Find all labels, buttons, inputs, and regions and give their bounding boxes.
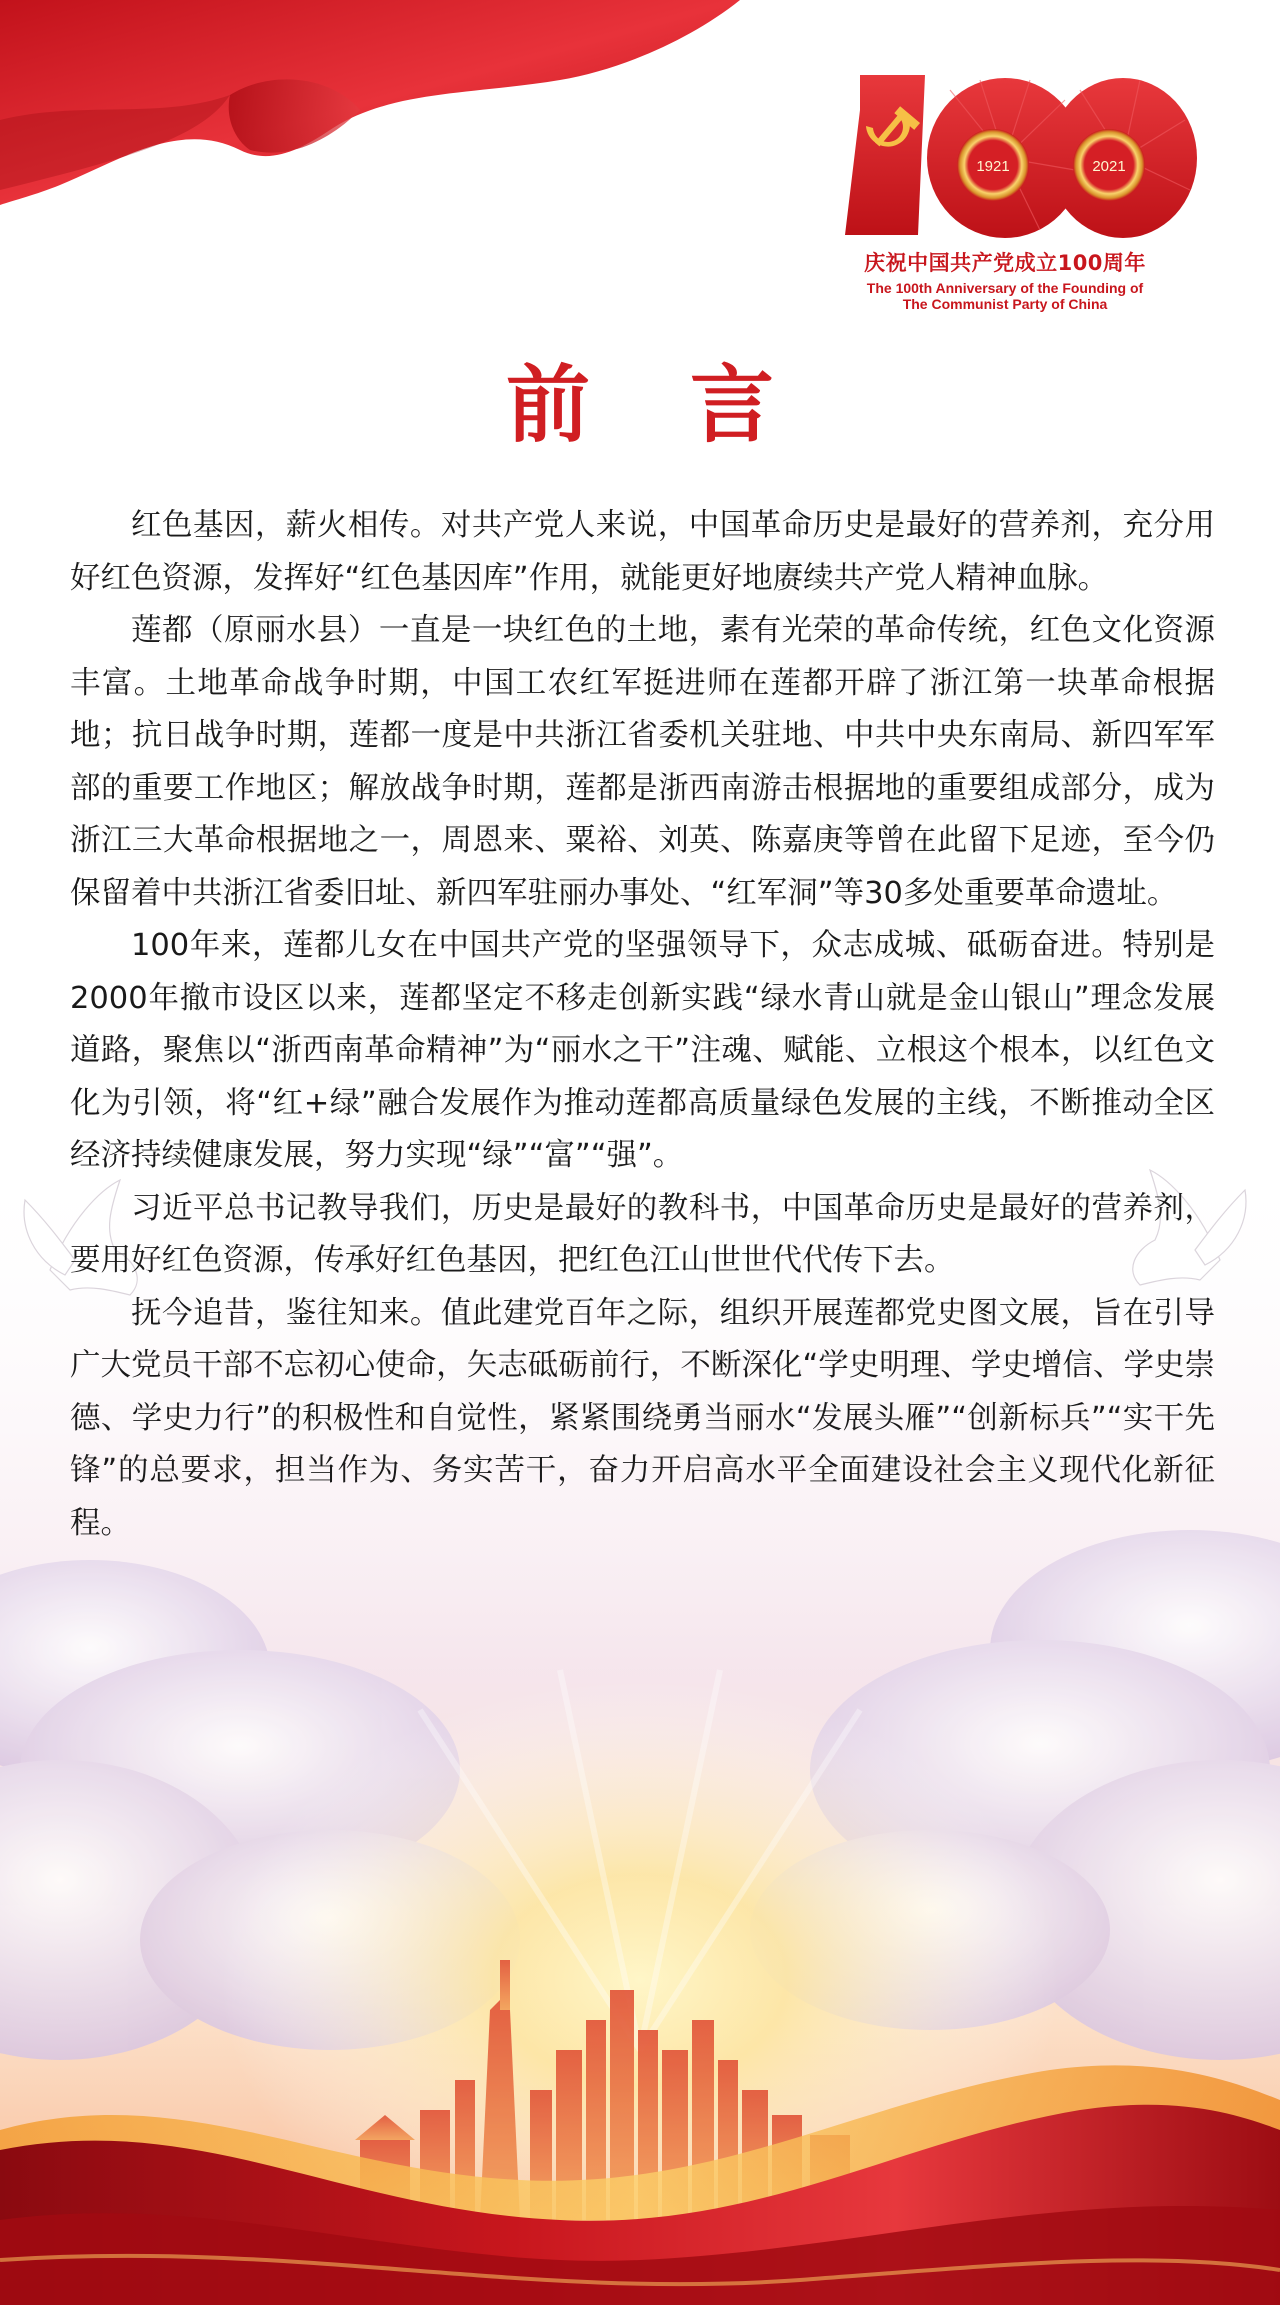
paragraph: 100年来，莲都儿女在中国共产党的坚强领导下，众志成城、砥砺奋进。特别是2000年撤市设区以来，莲都坚定不移走创新实践“绿水青山就是金山银山”理念发展道路，聚焦以“浙西南革命精神”为“丽水之干”注魂、赋能、立根这个根本，以红色文化为引领，将“红+绿”融合发展作为推动莲都高质量绿色发展的主线，不断推动全区经济持续健康发展，努力实现“绿”“富”“强”。: [70, 928, 1215, 1173]
year-end: 2021: [1092, 158, 1126, 175]
paragraph: 莲都（原丽水县）一直是一块红色的土地，素有光荣的革命传统，红色文化资源丰富。土地革命战争时期，中国工农红军挺进师在莲都开辟了浙江第一块革命根据地；抗日战争时期，莲都一度是中共浙江省委机关驻地、中共中央东南局、新四军军部的重要工作地区；解放战争时期，莲都是浙西南游击根据地的重要组成部分，成为浙江三大革命根据地之一，周恩来、粟裕、刘英、陈嘉庚等曾在此留下足迹，至今仍保留着中共浙江省委旧址、新四军驻丽办事处、“红军洞”等30多处重要革命遗址。: [70, 613, 1215, 911]
page-title: 前言: [505, 355, 874, 454]
paragraph: 红色基因，薪火相传。对共产党人来说，中国革命历史是最好的营养剂，充分用好红色资源，发挥好“红色基因库”作用，就能更好地赓续共产党人精神血脉。: [70, 508, 1215, 596]
red-ribbon-decoration: [0, 0, 760, 210]
preface-body: [70, 500, 1215, 1550]
paragraph: 抚今追昔，鉴往知来。值此建党百年之际，组织开展莲都党史图文展，旨在引导广大党员干部不忘初心使命，矢志砥砺前行，不断深化“学史明理、学史增信、学史崇德、学史力行”的积极性和自觉性，紧紧围绕勇当丽水“发展头雁”“创新标兵”“实干先锋”的总要求，担当作为、务实苦干，奋力开启高水平全面建设社会主义现代化新征程。: [70, 1295, 1215, 1541]
paragraph: 习近平总书记教导我们，历史是最好的教科书，中国革命历史是最好的营养剂，要用好红色资源，传承好红色基因，把红色江山世世代代传下去。: [70, 1190, 1215, 1278]
logo-caption-cn: 庆祝中国共产党成立100周年: [864, 251, 1146, 275]
hammer-sickle-emblem-icon: [840, 70, 1200, 260]
logo-caption-en-line2: The Communist Party of China: [902, 296, 1108, 312]
anniversary-logo: [840, 70, 1200, 330]
year-start: 1921: [976, 158, 1010, 175]
logo-caption-en-line1: The 100th Anniversary of the Founding of: [866, 280, 1144, 296]
